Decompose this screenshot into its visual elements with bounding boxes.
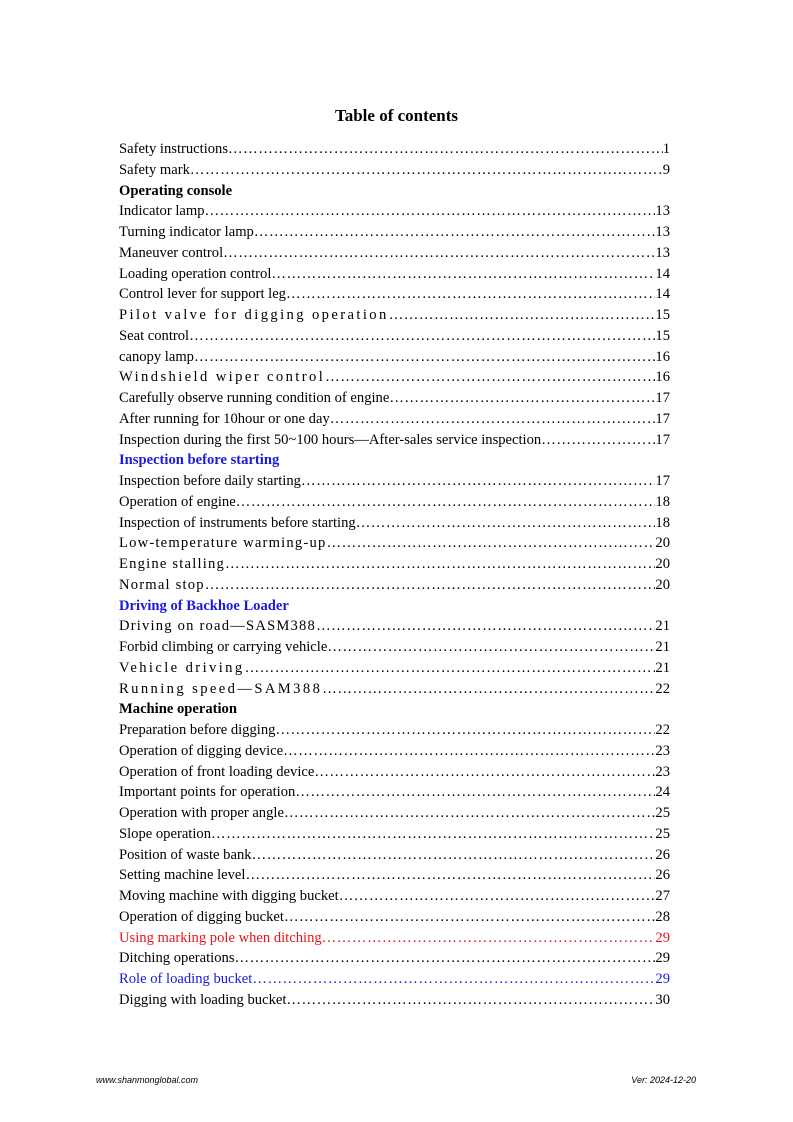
toc-entry[interactable] (119, 762, 670, 783)
toc-page-number: 17 (655, 410, 670, 427)
toc-entry-label: Running speed—SAM388 (119, 680, 323, 697)
toc-entry-label: Moving machine with digging bucket (119, 888, 339, 904)
toc-dot-leader (322, 928, 656, 949)
toc-entry[interactable] (119, 492, 670, 513)
toc-page-number: 17 (655, 390, 670, 406)
toc-entry-label: Setting machine level (119, 867, 246, 884)
toc-page-number: 21 (655, 659, 670, 676)
toc-entry-label: Preparation before digging (119, 722, 276, 738)
toc-entry-label: Driving of Backhoe Loader (119, 597, 289, 614)
toc-dot-leader (339, 886, 656, 907)
table-of-contents (119, 139, 670, 1011)
footer-version: Ver: 2024-12-20 (631, 1075, 696, 1085)
toc-entry[interactable] (119, 409, 670, 430)
toc-section-heading (119, 596, 670, 617)
toc-page-number: 28 (655, 908, 670, 925)
toc-entry[interactable] (119, 284, 670, 305)
toc-entry[interactable] (119, 139, 670, 160)
toc-entry[interactable] (119, 720, 670, 741)
toc-entry[interactable] (119, 616, 670, 637)
toc-dot-leader (286, 990, 655, 1011)
toc-page-number: 9 (662, 161, 670, 178)
toc-entry-label: After running for 10hour or one day (119, 410, 330, 427)
toc-dot-leader (245, 865, 655, 886)
toc-page-number: 14 (655, 286, 670, 303)
toc-entry-label: Inspection before daily starting (119, 473, 301, 489)
toc-dot-leader (283, 741, 655, 762)
toc-dot-leader (284, 803, 655, 824)
toc-dot-leader (301, 471, 655, 492)
toc-page-number: 15 (655, 327, 670, 344)
toc-page-number: 21 (655, 618, 670, 635)
toc-page-number: 18 (655, 493, 670, 510)
toc-page-number: 26 (655, 846, 670, 863)
toc-dot-leader (284, 907, 655, 928)
toc-dot-leader (254, 222, 656, 243)
toc-entry-label: Indicator lamp (119, 203, 205, 220)
toc-entry[interactable] (119, 388, 670, 409)
toc-entry-label: Low-temperature warming-up (119, 535, 327, 552)
toc-entry[interactable] (119, 533, 670, 554)
toc-page-number: 24 (655, 784, 670, 801)
toc-entry-label: Windshield wiper control (119, 369, 326, 386)
toc-entry-label: Slope operation (119, 825, 212, 842)
toc-entry-label: Turning indicator lamp (119, 224, 254, 240)
toc-page-number: 29 (655, 971, 670, 987)
toc-dot-leader (228, 139, 663, 160)
toc-page-number: 29 (655, 929, 670, 946)
toc-entry-label: Inspection of instruments before starting (119, 514, 356, 531)
toc-entry-label: Control lever for support leg (119, 286, 286, 303)
toc-dot-leader (314, 762, 655, 783)
toc-entry-label: Seat control (119, 327, 190, 344)
toc-page-number: 1 (662, 141, 670, 157)
toc-entry[interactable] (119, 845, 670, 866)
page-title: Table of contents (334, 106, 459, 125)
toc-entry-label: Role of loading bucket (119, 971, 253, 987)
toc-page-number: 30 (655, 991, 670, 1008)
toc-section-heading (119, 699, 670, 720)
toc-page-number: 25 (655, 805, 670, 821)
toc-page-number: 27 (655, 888, 670, 904)
toc-page-number: 15 (655, 307, 670, 323)
toc-page-number: 13 (655, 244, 670, 261)
toc-entry[interactable] (119, 948, 670, 969)
toc-entry[interactable] (119, 907, 670, 928)
toc-entry-label: Engine stalling (119, 556, 225, 572)
toc-page-number: 22 (655, 722, 670, 738)
toc-dot-leader (275, 720, 655, 741)
toc-entry-label: Safety mark (119, 161, 190, 178)
toc-dot-leader (295, 782, 655, 803)
toc-entry-label: Normal stop (119, 576, 205, 593)
toc-entry-label: Operating console (119, 182, 233, 199)
toc-entry-label: Machine operation (119, 701, 237, 718)
toc-page-number: 14 (655, 265, 670, 282)
toc-entry-label: Using marking pole when ditching (119, 929, 322, 946)
toc-dot-leader (326, 533, 655, 554)
toc-dot-leader (235, 948, 656, 969)
toc-dot-leader (205, 201, 656, 222)
toc-entry[interactable] (119, 803, 670, 824)
toc-page-number: 20 (655, 576, 670, 593)
toc-dot-leader (189, 326, 655, 347)
toc-dot-leader (245, 658, 656, 679)
toc-entry[interactable] (119, 430, 670, 451)
toc-entry-label: Loading operation control (119, 265, 272, 282)
toc-page-number: 20 (655, 535, 670, 552)
toc-dot-leader (271, 264, 655, 285)
toc-entry[interactable] (119, 222, 670, 243)
toc-entry[interactable] (119, 969, 670, 990)
toc-entry[interactable] (119, 243, 670, 264)
toc-entry-label: Inspection during the first 50~100 hours—After-sales service inspection (119, 431, 542, 448)
toc-entry[interactable] (119, 264, 670, 285)
toc-page-number: 22 (655, 680, 670, 697)
toc-entry[interactable] (119, 471, 670, 492)
toc-entry[interactable] (119, 990, 670, 1011)
toc-dot-leader (330, 409, 656, 430)
toc-entry-label: Position of waste bank (119, 846, 252, 863)
toc-entry-label: canopy lamp (119, 348, 194, 365)
toc-entry[interactable] (119, 886, 670, 907)
toc-entry-label: Ditching operations (119, 950, 235, 967)
toc-entry[interactable] (119, 575, 670, 596)
toc-dot-leader (194, 347, 655, 368)
toc-entry[interactable] (119, 679, 670, 700)
toc-entry[interactable] (119, 658, 670, 679)
toc-entry-label: Safety instructions (119, 141, 229, 157)
toc-page-number: 13 (655, 203, 670, 220)
toc-entry[interactable] (119, 865, 670, 886)
toc-section-heading (119, 450, 670, 471)
toc-entry-label: Maneuver control (119, 244, 224, 261)
toc-dot-leader (322, 679, 655, 700)
toc-dot-leader (211, 824, 655, 845)
toc-entry-label: Operation of digging bucket (119, 908, 284, 925)
toc-dot-leader (316, 616, 655, 637)
toc-section-heading (119, 181, 670, 202)
toc-dot-leader (252, 969, 655, 990)
toc-page-number: 23 (655, 742, 670, 759)
toc-entry-label: Pilot valve for digging operation (119, 307, 389, 323)
toc-page-number: 21 (655, 639, 670, 655)
toc-entry[interactable] (119, 637, 670, 658)
toc-dot-leader (286, 284, 655, 305)
toc-entry[interactable] (119, 305, 670, 326)
toc-entry[interactable] (119, 741, 670, 762)
toc-entry-label: Operation of engine (119, 493, 236, 510)
toc-entry-label: Carefully observe running condition of engine (119, 390, 390, 406)
toc-entry-label: Operation of digging device (119, 742, 284, 759)
toc-page-number: 16 (655, 369, 670, 386)
toc-entry[interactable] (119, 928, 670, 949)
toc-entry[interactable] (119, 160, 670, 181)
toc-entry-label: Digging with loading bucket (119, 991, 287, 1008)
toc-dot-leader (205, 575, 656, 596)
toc-dot-leader (325, 367, 655, 388)
footer-website: www.shanmonglobal.com (96, 1075, 199, 1085)
toc-entry-label: Important points for operation (119, 784, 296, 801)
toc-page-number: 17 (655, 473, 670, 489)
toc-dot-leader (223, 243, 655, 264)
toc-entry[interactable] (119, 782, 670, 803)
toc-entry-label: Driving on road—SASM388 (119, 618, 317, 635)
toc-dot-leader (190, 160, 663, 181)
toc-page-number: 23 (655, 763, 670, 780)
toc-dot-leader (356, 513, 656, 534)
toc-dot-leader (389, 305, 656, 326)
toc-page-number: 16 (655, 348, 670, 365)
toc-entry[interactable] (119, 513, 670, 534)
toc-dot-leader (389, 388, 655, 409)
toc-dot-leader (252, 845, 656, 866)
toc-entry-label: Vehicle driving (119, 659, 245, 676)
toc-entry[interactable] (119, 554, 670, 575)
toc-entry[interactable] (119, 347, 670, 368)
toc-entry[interactable] (119, 326, 670, 347)
toc-entry[interactable] (119, 824, 670, 845)
toc-page-number: 20 (655, 556, 670, 572)
toc-entry-label: Operation with proper angle (119, 805, 284, 821)
toc-dot-leader (541, 430, 655, 451)
toc-entry[interactable] (119, 367, 670, 388)
toc-entry-label: Inspection before starting (119, 452, 280, 469)
toc-page-number: 17 (655, 431, 670, 448)
toc-page-number: 25 (655, 825, 670, 842)
toc-entry[interactable] (119, 201, 670, 222)
toc-page-number: 29 (655, 950, 670, 967)
toc-page-number: 26 (655, 867, 670, 884)
toc-dot-leader (225, 554, 655, 575)
toc-dot-leader (236, 492, 656, 513)
toc-page-number: 13 (655, 224, 670, 240)
toc-page-number: 18 (655, 514, 670, 531)
toc-dot-leader (327, 637, 655, 658)
toc-entry-label: Forbid climbing or carrying vehicle (119, 639, 328, 655)
toc-entry-label: Operation of front loading device (119, 763, 315, 780)
